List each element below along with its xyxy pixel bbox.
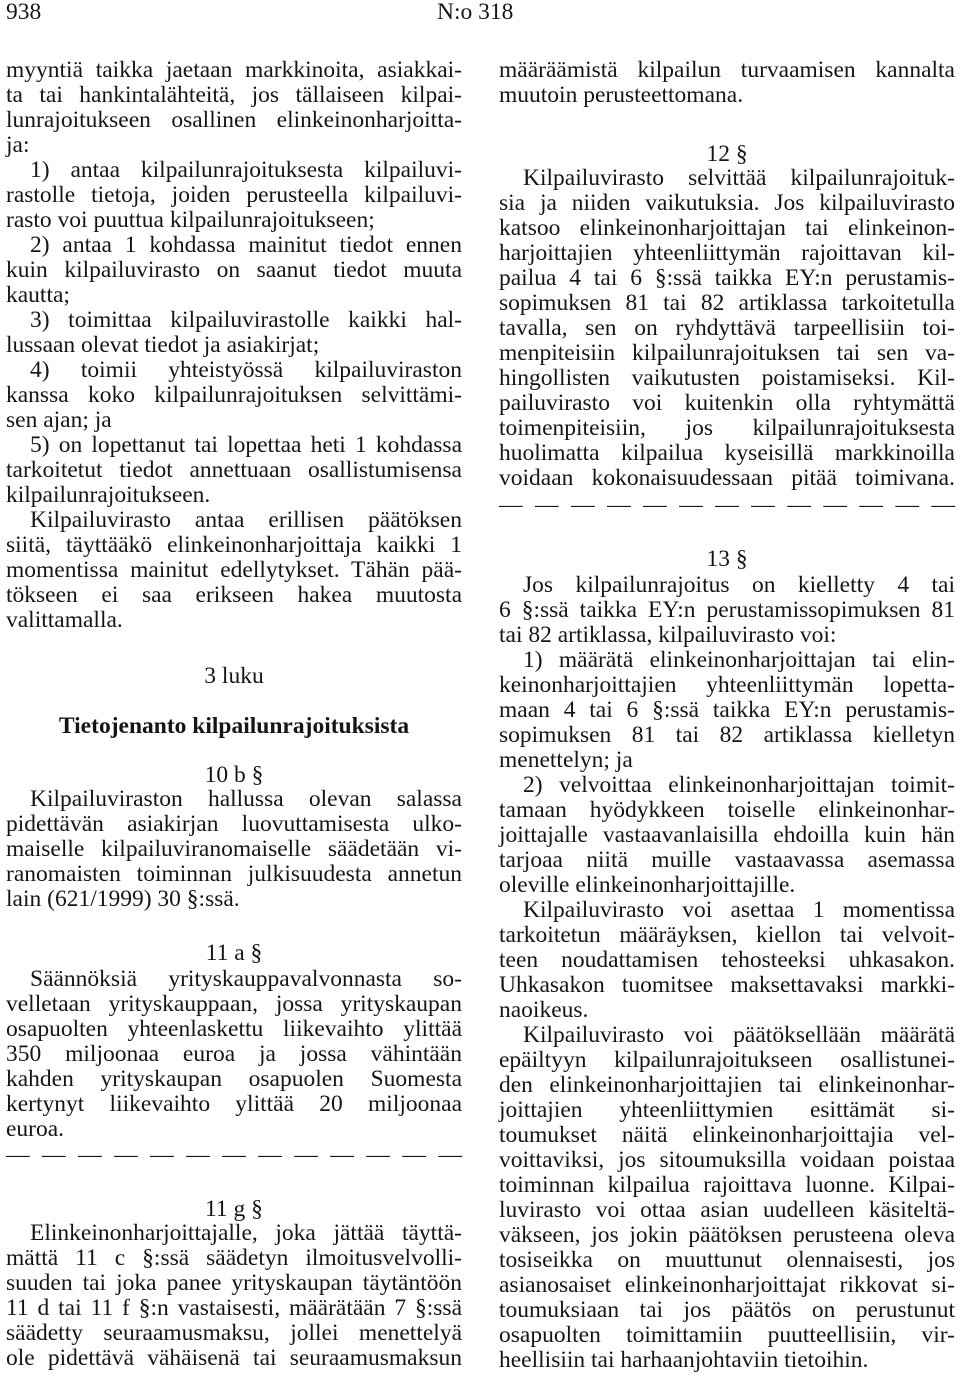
paragraph-line: Jos kilpailunrajoitus on kielletty 4 tai	[523, 572, 955, 598]
list-item-line: 4) toimii yhteistyössä kilpailuviraston	[30, 357, 462, 383]
text-line: keinonharjoittajien yhteenliittymän lopetta-	[499, 672, 955, 698]
text-line: lussaan olevat tiedot ja asiakirjat;	[6, 332, 320, 358]
text-line: tarjoaa niitä muille vastaavassa asemassa	[499, 847, 955, 873]
text-line: velletaan yrityskauppaan, jossa yrityskaupan	[6, 991, 462, 1017]
paragraph-line: Kilpailuvirasto voi päätöksellään määrätä	[523, 1022, 955, 1048]
text-line: lain (621/1999) 30 §:ssä.	[6, 886, 240, 912]
text-line: sopimuksen 81 tai 82 artiklassa tarkoitetulla	[499, 290, 955, 316]
text-line: sia ja niiden vaikutuksia. Jos kilpailuvirasto	[499, 190, 955, 216]
paragraph-line: Kilpailuviraston hallussa olevan salassa	[30, 786, 462, 812]
paragraph-line: Säännöksiä yrityskauppavalvonnasta so-	[30, 966, 462, 992]
text-line: siitä, täyttääkö elinkeinonharjoittaja kaikki 1	[6, 532, 462, 558]
text-line: den elinkeinonharjoittajien tai elinkeinonhar-	[499, 1072, 955, 1098]
text-line: väkseen, jos jokin päätöksen perusteena oleva	[499, 1222, 955, 1248]
text-line: mättä 11 c §:ssä säädetyn ilmoitusvelvolli-	[6, 1245, 462, 1271]
text-line: kanssa koko kilpailunrajoituksen selvittämi-	[6, 382, 462, 408]
text-line: muutoin perusteettomana.	[499, 82, 744, 108]
text-line: voidaan kokonaisuudessaan pitää toimivana.	[499, 465, 955, 491]
chapter-number: 3 luku	[204, 663, 264, 689]
paragraph-line: Kilpailuvirasto voi asettaa 1 momentissa	[523, 897, 955, 923]
text-line: harjoittajien yhteenliittymän rajoittavan kil-	[499, 240, 955, 266]
text-line: rastolle tietoja, joiden perusteella kilpailuvi-	[6, 182, 462, 208]
text-line: pailua 4 tai 6 §:ssä taikka EY:n perustamis-	[499, 265, 955, 291]
text-line: ole pidettävä vähäisenä tai seuraamusmaksun	[6, 1345, 462, 1371]
text-line: Uhkasakon tuomitsee maksettavaksi markki-	[499, 972, 955, 998]
text-line: euroa.	[6, 1116, 65, 1142]
text-line: ja:	[6, 132, 30, 158]
left-continuation-text	[6, 58, 462, 633]
page-number: 938	[6, 0, 42, 25]
text-line: kahden yrityskaupan osapuolen Suomesta	[6, 1066, 462, 1092]
text-line: tökseen ei saa erikseen hakea muutosta	[6, 582, 462, 608]
text-line: myyntiä taikka jaetaan markkinoita, asiakkai-	[6, 57, 462, 83]
text-line: joittajalle vastaavanlaisilla ehdoilla kuin hän	[499, 822, 955, 848]
text-line: rasto voi puuttua kilpailunrajoitukseen;	[6, 207, 375, 233]
list-item-line: 2) antaa 1 kohdassa mainitut tiedot ennen	[30, 232, 462, 258]
text-line: tarkoitetun määräyksen, kiellon tai velvoit-	[499, 922, 955, 948]
text-line: sopimuksen 81 tai 82 artiklassa kielletyn	[499, 722, 955, 748]
text-line: joittajien yhteenliittymien esittämät si-	[499, 1097, 955, 1123]
paragraph-line: Kilpailuvirasto antaa erillisen päätöksen	[30, 507, 462, 533]
text-line: suuden tai joka panee yrityskaupan täytäntöön	[6, 1270, 462, 1296]
text-line: tamaan hyödykkeen toiselle elinkeinonhar-	[499, 797, 955, 823]
text-line: kilpailunrajoitukseen.	[6, 482, 211, 508]
text-line: toumukset näitä elinkeinonharjoittajia vel-	[499, 1122, 955, 1148]
text-line: osapuolten yhteenlaskettu liikevaihto ylittää	[6, 1016, 462, 1042]
text-line: momentissa mainitut edellytykset. Tähän pää-	[6, 557, 462, 583]
text-line: ta tai hankintalähteitä, jos tällaiseen kilpai-	[6, 82, 462, 108]
paragraph-line: Elinkeinonharjoittajalle, joka jättää täyttä-	[30, 1220, 462, 1246]
paragraph-line: Kilpailuvirasto selvittää kilpailunrajoituk-	[523, 165, 955, 191]
section-heading-11g: 11 g §	[205, 1196, 263, 1222]
list-item-line: 5) on lopettanut tai lopettaa heti 1 kohdassa	[30, 432, 462, 458]
chapter-title: Tietojenanto kilpailunrajoituksista	[58, 713, 410, 739]
section-heading-10b: 10 b §	[204, 762, 264, 788]
omission-marks: — — — — — — — — — — — — —	[499, 492, 955, 518]
text-line: 6 §:ssä taikka EY:n perustamissopimuksen 81	[499, 597, 955, 623]
text-line: maan 4 tai 6 §:ssä taikka EY:n perustamis-	[499, 697, 955, 723]
text-line: osapuolten toimittamiin puutteellisiin, vir-	[499, 1322, 955, 1348]
text-line: ranomaisten toiminnan julkisuudesta annetun	[6, 861, 462, 887]
text-line: tarkoitetut tiedot annettuaan osallistumisensa	[6, 457, 462, 483]
text-line: pailuvirasto voi kuitenkin olla ryhtymättä	[499, 390, 955, 416]
text-line: oleville elinkeinonharjoittajille.	[499, 872, 796, 898]
text-line: säädetty seuraamusmaksu, jollei menettelyä	[6, 1320, 462, 1346]
text-line: tai 82 artiklassa, kilpailuvirasto voi:	[499, 622, 837, 648]
right-continuation-text	[499, 58, 955, 108]
section-12-text	[499, 166, 955, 491]
list-item-line: 2) velvoittaa elinkeinonharjoittajan toimit-	[523, 772, 955, 798]
text-line: voittaviksi, jos sitoumuksilla voidaan poistaa	[499, 1147, 955, 1173]
text-line: kuin kilpailuvirasto on saanut tiedot muuta	[6, 257, 462, 283]
text-line: asianosaiset elinkeinonharjoittajat rikkovat si-	[499, 1272, 955, 1298]
text-line: menettelyn; ja	[499, 747, 633, 773]
text-line: luvirasto voi ottaa asian uudelleen käsiteltä-	[499, 1197, 955, 1223]
list-item-line: 1) määrätä elinkeinonharjoittajan tai elin-	[523, 647, 955, 673]
text-line: määräämistä kilpailun turvaamisen kannalta	[499, 57, 955, 83]
text-line: lunrajoitukseen osallinen elinkeinonharjoitta-	[6, 107, 462, 133]
section-heading-13: 13 §	[706, 546, 748, 572]
text-line: maiselle kilpailuviranomaiselle säädetään vi-	[6, 836, 462, 862]
list-item-line: 1) antaa kilpailunrajoituksesta kilpailuvi-	[30, 157, 462, 183]
omission-marks: — — — — — — — — — — — — —	[6, 1142, 462, 1168]
issue-number: N:o 318	[437, 0, 514, 25]
text-line: menpiteisiin kilpailunrajoituksen tai sen va-	[499, 340, 955, 366]
text-line: heellisiin tai harhaanjohtaviin tietoihin.	[499, 1347, 869, 1373]
text-line: naoikeus.	[499, 997, 589, 1023]
text-line: kertynyt liikevaihto ylittää 20 miljoonaa	[6, 1091, 462, 1117]
text-line: 11 d tai 11 f §:n vastaisesti, määrätään 7 §:ssä	[6, 1295, 462, 1321]
list-item-line: 3) toimittaa kilpailuvirastolle kaikki hal-	[30, 307, 462, 333]
text-line: 350 miljoonaa euroa ja jossa vähintään	[6, 1041, 462, 1067]
section-10b-text	[6, 787, 462, 912]
text-line: toiminnan kilpailua rajoittava luonne. Kilpai-	[499, 1172, 955, 1198]
text-line: teen noudattamisen tehosteeksi uhkasakon.	[499, 947, 955, 973]
section-13-text	[499, 573, 955, 1373]
text-line: hingollisten vaikutusten poistamiseksi. Kil-	[499, 365, 955, 391]
section-11g-text	[6, 1221, 462, 1371]
section-11a-text	[6, 967, 462, 1142]
text-line: toimenpiteisiin, jos kilpailunrajoituksesta	[499, 415, 955, 441]
text-line: katsoo elinkeinonharjoittajan tai elinkeinon-	[499, 215, 955, 241]
text-line: kautta;	[6, 282, 70, 308]
section-heading-12: 12 §	[706, 141, 748, 167]
text-line: valittamalla.	[6, 607, 123, 633]
section-heading-11a: 11 a §	[205, 940, 263, 966]
text-line: pidettävän asiakirjan luovuttamisesta ulko-	[6, 811, 462, 837]
text-line: tosiseikka on muuttunut olennaisesti, jos	[499, 1247, 955, 1273]
text-line: huolimatta kilpailua kyseisillä markkinoilla	[499, 440, 955, 466]
text-line: toumuksiaan tai jos päätös on perustunut	[499, 1297, 955, 1323]
text-line: sen ajan; ja	[6, 407, 112, 433]
text-line: tavalla, sen on ryhdyttävä tarpeellisiin toi-	[499, 315, 955, 341]
text-line: epäiltyyn kilpailunrajoitukseen osallistunei-	[499, 1047, 955, 1073]
